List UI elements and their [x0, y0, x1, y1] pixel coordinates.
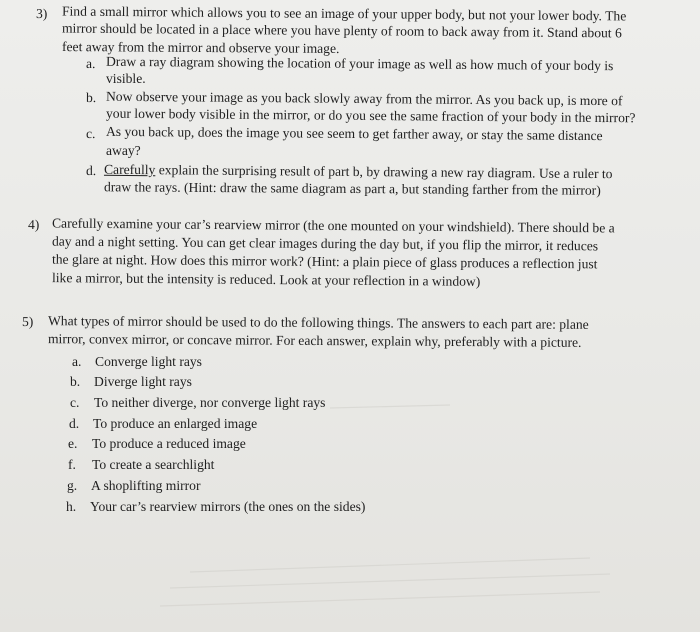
question-3d-letter: d.	[85, 162, 97, 179]
question-3a-line: visible.	[106, 71, 146, 86]
question-3b-line: Now observe your image as you back slowly away from the mirror. As you back up, is more of	[105, 88, 623, 109]
question-3-line: feet away from the mirror and observe your image.	[61, 39, 340, 56]
question-4-number: 4)	[27, 216, 40, 233]
question-5g-text: A shoplifting mirror	[91, 478, 201, 493]
question-3a-line: Draw a ray diagram showing the location of your image as well as how much of your body is	[105, 53, 614, 74]
question-5a-letter: a.	[72, 354, 82, 369]
question-5g-letter: g.	[67, 478, 78, 493]
question-4-line: like a mirror, but the intensity is reduced. Look at your reflection in a window)	[51, 270, 481, 289]
question-5h-letter: h.	[66, 499, 77, 514]
question-3b-line: your lower body visible in the mirror, or do you see the same fraction of your body in the mirror?	[105, 105, 636, 126]
question-5f-letter: f.	[68, 457, 76, 472]
question-5-line: What types of mirror should be used to do the following things. The answers to each part are: plane	[47, 313, 589, 332]
question-3c-letter: c.	[85, 125, 96, 142]
question-5c-text: To neither diverge, nor converge light rays	[94, 395, 326, 410]
question-5f-text: To create a searchlight	[92, 457, 215, 472]
question-3-line: mirror should be located in a place where you have plenty of room to back away from it. Stand about 6	[61, 20, 622, 41]
underlined-word: Carefully	[103, 161, 156, 178]
question-5h-text: Your car’s rearview mirrors (the ones on the sides)	[90, 499, 366, 514]
question-4-line: the glare at night. How does this mirror work? (Hint: a plain piece of glass produces a reflection just	[51, 251, 598, 272]
question-5c-letter: c.	[70, 395, 80, 410]
question-5b-text: Diverge light rays	[94, 374, 192, 389]
question-5-number: 5)	[21, 313, 34, 330]
question-3-number: 3)	[35, 5, 48, 22]
question-5d-text: To produce an enlarged image	[93, 416, 258, 431]
question-3-line: Find a small mirror which allows you to see an image of your upper body, but not your lower body. The	[61, 3, 627, 24]
question-5a-text: Converge light rays	[95, 354, 202, 369]
question-5e-text: To produce a reduced image	[92, 436, 246, 451]
question-4-line: day and a night setting. You can get clear images during the day but, if you flip the mirror, it reduces	[51, 233, 599, 254]
question-5b-letter: b.	[70, 374, 81, 389]
question-5-line: mirror, convex mirror, or concave mirror. For each answer, explain why, preferably with a picture.	[47, 331, 582, 350]
question-3d-line: draw the rays. (Hint: draw the same diagram as part a, but standing farther from the mirror)	[103, 179, 601, 198]
question-3b-letter: b.	[85, 89, 97, 106]
question-3d-line: Carefully explain the surprising result of part b, by drawing a new ray diagram. Use a ruler to	[103, 161, 613, 182]
question-3c-line: away?	[106, 143, 141, 158]
question-3c-line: As you back up, does the image you see seem to get farther away, or stay the same distance	[105, 123, 603, 144]
worksheet-page: 3) Find a small mirror which allows you to see an image of your upper body, but not your lower body. The mirror should be located in a place where you have plenty of room to back away from it. Stand about 6 feet away from the mirror and observe your image. a. Draw a ray diagram showing the location of your image as well as how much of your body is visible. b. Now observe your image as you back slowly away from the mirror. As you back up, is more of your lower body visible in the mirror, or do you see the same fraction of your body in the mirror? c. As you back up, does the image you see seem to get farther away, or stay the same distance away? d. Carefully explain the surprising result of part b, by drawing a new ray diagram. Use a ruler to draw the rays. (Hint: draw the same diagram as part a, but standing farther from the mirror) 4) Carefully examine your car’s rearview mirror (the one mounted on your windshield). There should be a day and a night setting. You can get clear images during the day but, if you flip the mirror, it reduces the glare at night. How does this mirror work? (Hint: a plain piece of glass produces a reflection just like a mirror, but the intensity is reduced. Look at your reflection in a window) 5) What types of mirror should be used to do the following things. The answers to each part are: plane mirror, convex mirror, or concave mirror. For each answer, explain why, preferably with a picture. a. Converge light rays b. Diverge light rays c. To neither diverge, nor converge light rays d. To produce an enlarged image e. To produce a reduced image f. To create a searchlight g. A shoplifting mirror h. Your car’s rearview mirrors (the ones on the sides) ​	[0, 0, 700, 632]
question-3a-letter: a.	[85, 55, 96, 72]
question-5e-letter: e.	[68, 436, 78, 451]
question-4-line: Carefully examine your car’s rearview mirror (the one mounted on your windshield). There should be a	[51, 215, 615, 236]
question-5d-letter: d.	[69, 416, 80, 431]
